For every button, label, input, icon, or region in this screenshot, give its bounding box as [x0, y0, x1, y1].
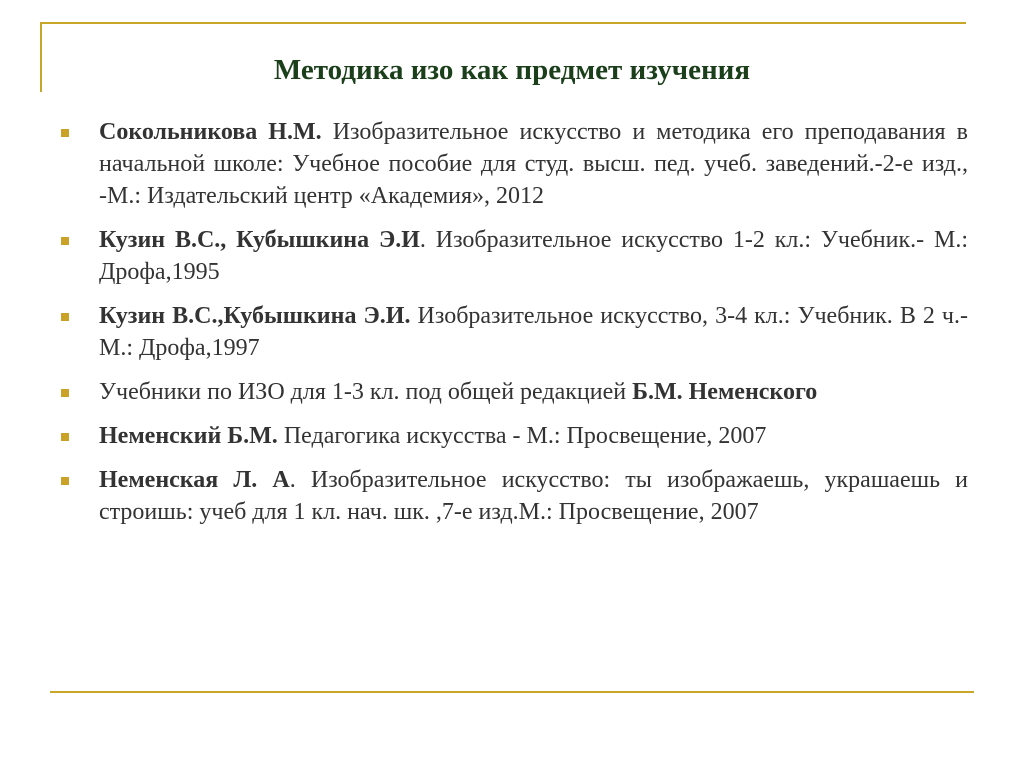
square-bullet-icon	[61, 313, 69, 321]
square-bullet-icon	[61, 389, 69, 397]
item-author: Кузин В.С., Кубышкина Э.И	[99, 227, 420, 253]
item-author: Кузин В.С.,Кубышкина Э.И.	[99, 303, 411, 329]
item-text: . Изобразительное искусство 1-2 кл.: Учебник.- М.: Дрофа,1995	[99, 227, 968, 285]
bottom-rule	[50, 691, 974, 693]
bibliography-list	[56, 116, 968, 540]
square-bullet-icon	[61, 477, 69, 485]
square-bullet-icon	[61, 237, 69, 245]
square-bullet-icon	[61, 433, 69, 441]
list-item	[56, 116, 968, 212]
item-author: Сокольникова Н.М.	[99, 119, 322, 145]
item-text: Изобразительное искусство, 3-4 кл.: Учебник. В 2 ч.- М.: Дрофа,1997	[99, 303, 968, 361]
item-author: Неменский Б.М.	[99, 423, 278, 449]
item-text: Изобразительное искусство и методика его преподавания в начальной школе: Учебное пособие для студ. высш. пед. учеб. заведений.-2-е изд., -М.: Издательский центр «Академия», 2012	[99, 119, 968, 209]
list-item	[56, 464, 968, 528]
list-item	[56, 376, 968, 408]
item-author: Б.М. Неменского	[632, 379, 818, 405]
slide-title: Методика изо как предмет изучения	[273, 54, 751, 86]
square-bullet-icon	[61, 129, 69, 137]
top-rule	[40, 22, 966, 24]
item-text: Педагогика искусства - М.: Просвещение, 2007	[277, 423, 767, 449]
item-author: Неменская Л. А	[99, 467, 290, 493]
list-item	[56, 224, 968, 288]
item-text: Учебники по ИЗО для 1-3 кл. под общей редакцией	[99, 379, 633, 405]
list-item	[56, 420, 968, 452]
list-item	[56, 300, 968, 364]
item-text: . Изобразительное искусство: ты изображаешь, украшаешь и строишь: учеб для 1 кл. нач. шк. ,7-е изд.М.: Просвещение, 2007	[99, 467, 969, 525]
